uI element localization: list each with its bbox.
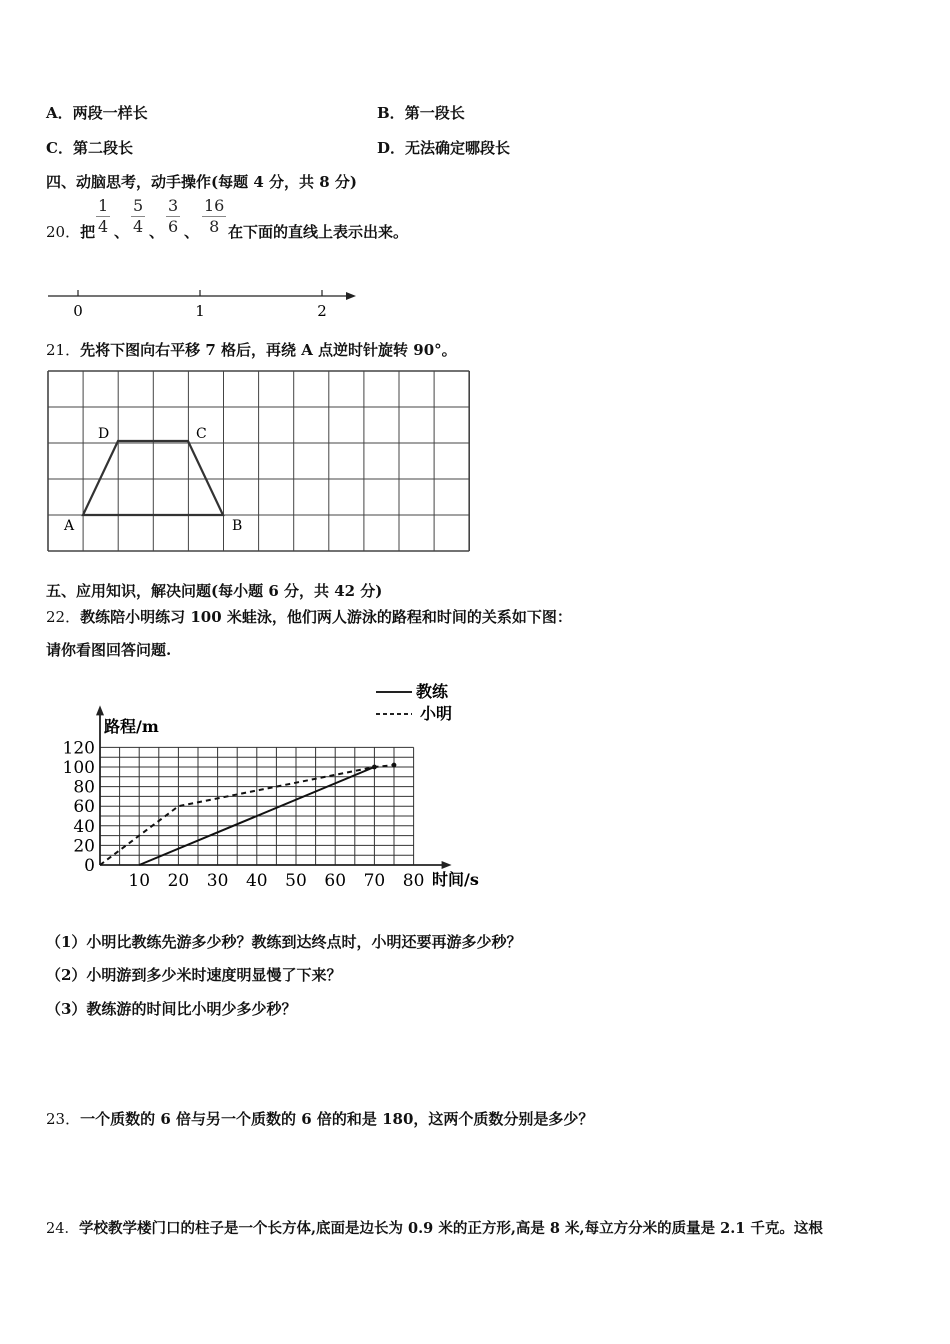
- chart-y-tick-label: 40: [73, 816, 95, 837]
- chart-series: [100, 763, 396, 865]
- q20-lead-text: 把: [80, 223, 96, 241]
- q24-number: 24．: [46, 1221, 79, 1237]
- series-xiaoming-end-point: [392, 763, 397, 768]
- x-axis-arrow-icon: [442, 861, 452, 869]
- q20-sep-1: 、: [114, 223, 130, 241]
- q20-sep-3: 、: [184, 223, 200, 241]
- q23-text: 一个质数的 6 倍与另一个质数的 6 倍的和是 180，这两个质数分别是多少？: [80, 1110, 594, 1128]
- chart-legend: [376, 682, 452, 723]
- point-b-label: B: [232, 518, 243, 534]
- q20-lead: [46, 221, 95, 242]
- chart-x-tick-label: 40: [245, 871, 268, 891]
- q22-sub-2: （2）小明游到多少米时速度明显慢了下来？: [46, 966, 342, 984]
- chart-x-tick-label: 10: [128, 871, 151, 891]
- q22-text: 教练陪小明练习 100 米蛙泳，他们两人游泳的路程和时间的关系如下图：: [80, 608, 572, 626]
- chart-x-axis-label: 时间/s: [432, 870, 479, 889]
- option-c-text: 第二段长: [72, 139, 133, 157]
- grid-lines: [48, 371, 469, 551]
- chart-y-tick-label: 20: [73, 836, 95, 857]
- q20-fraction-1: [96, 196, 110, 237]
- chart-y-tick-label: 60: [73, 797, 95, 818]
- option-a: [46, 102, 148, 123]
- number-line: [40, 282, 370, 324]
- chart-x-tick-label: 30: [206, 871, 229, 891]
- chart-y-tick-label: 80: [73, 777, 95, 798]
- q20-fraction-2: [131, 196, 145, 237]
- option-b: [377, 102, 465, 123]
- number-line-label-0: 0: [73, 302, 83, 320]
- chart-y-tick-label: 0: [84, 856, 95, 876]
- chart-x-tick-label: 20: [167, 871, 190, 891]
- q24-text: 学校教学楼门口的柱子是一个长方体,底面是边长为 0.9 米的正方形,高是 8 米,每立方分米的质量是 2.1 千克。这根: [78, 1220, 823, 1237]
- option-a-label: A．: [46, 104, 73, 122]
- chart-grid: [100, 747, 414, 865]
- option-d: [377, 137, 510, 158]
- q20-fraction-4: [202, 196, 226, 237]
- q22-number: 22．: [46, 608, 81, 626]
- option-d-text: 无法确定哪段长: [405, 139, 511, 157]
- series-xiaoming-line: [100, 765, 394, 865]
- q20-fraction-1-den: 4: [98, 217, 109, 236]
- point-d-label: D: [98, 426, 110, 442]
- chart-y-tick-label: 120: [62, 738, 95, 759]
- q22-sub-1: （1）小明比教练先游多少秒？教练到达终点时，小明还要再游多少秒？: [46, 933, 522, 951]
- option-c-label: C．: [46, 139, 73, 157]
- section-5-title: 五、应用知识，解决问题(每小题 6 分，共 42 分): [46, 582, 383, 600]
- chart-y-axis-label: 路程/m: [104, 717, 159, 736]
- q21-grid-figure: [40, 364, 480, 559]
- option-c: [46, 137, 133, 158]
- q21-text: 先将下图向右平移 7 格后，再绕 A 点逆时针旋转 90°。: [80, 341, 457, 359]
- q20-fraction-4-den: 8: [209, 217, 220, 236]
- q23-number: 23．: [46, 1110, 81, 1128]
- chart-x-tick-label: 80: [402, 871, 425, 891]
- chart-x-tick-label: 50: [285, 871, 307, 891]
- q22-prompt: 请你看图回答问题.: [46, 641, 172, 659]
- chart-ticks: [63, 738, 425, 891]
- chart-x-tick-label: 60: [324, 871, 347, 891]
- chart-y-tick-label: 100: [62, 758, 95, 778]
- option-d-label: D．: [377, 139, 406, 157]
- q22-sub-3: （3）教练游的时间比小明少多少秒？: [46, 1000, 297, 1018]
- q20-fraction-3-num: 3: [168, 196, 179, 215]
- number-line-arrow-icon: [346, 292, 356, 300]
- point-c-label: C: [196, 426, 207, 442]
- q20-fraction-3: [166, 196, 180, 237]
- legend-coach-label: 教练: [416, 682, 449, 701]
- swim-chart: [62, 676, 500, 898]
- q21-question: [46, 339, 457, 360]
- q20-fraction-2-num: 5: [133, 196, 144, 215]
- option-b-text: 第一段长: [404, 104, 465, 122]
- q20-sep-2: 、: [149, 223, 165, 241]
- q22-question: [46, 606, 572, 627]
- q20-fraction-3-den: 6: [168, 217, 179, 236]
- option-a-text: 两段一样长: [72, 104, 148, 122]
- y-axis-arrow-icon: [96, 705, 104, 715]
- q20-number: 20．: [46, 223, 81, 241]
- q20-fraction-2-den: 4: [133, 217, 144, 236]
- q23-question: [46, 1108, 593, 1129]
- option-b-label: B．: [377, 104, 405, 122]
- number-line-label-1: 1: [195, 302, 205, 320]
- q20-fraction-1-num: 1: [98, 196, 109, 215]
- q20-fraction-4-num: 16: [204, 196, 225, 215]
- q20-tail: 在下面的直线上表示出来。: [228, 223, 409, 241]
- legend-xiaoming-label: 小明: [420, 704, 453, 723]
- point-a-label: A: [64, 518, 75, 534]
- q21-number: 21．: [46, 341, 81, 359]
- number-line-label-2: 2: [317, 302, 327, 320]
- section-4-title: 四、动脑思考，动手操作(每题 4 分，共 8 分): [46, 173, 357, 191]
- q24-question: [46, 1217, 823, 1238]
- chart-x-tick-label: 70: [363, 871, 386, 891]
